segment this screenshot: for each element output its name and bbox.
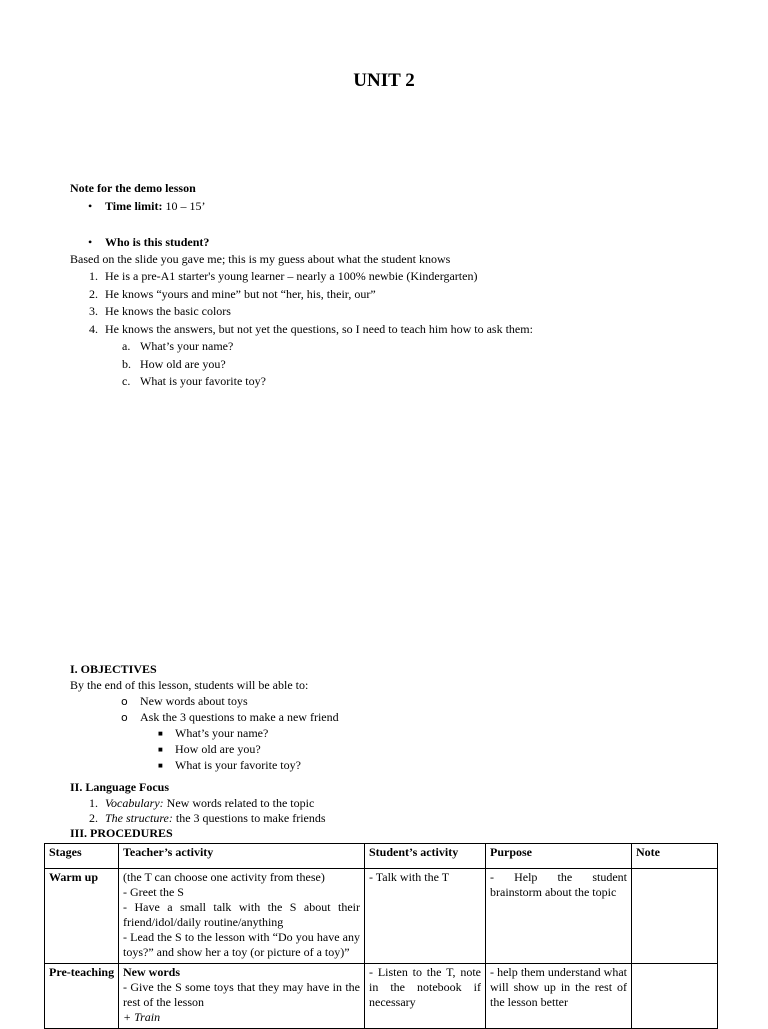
- time-limit-line: [105, 198, 205, 215]
- objective-subitem: What’s your name?: [175, 726, 269, 740]
- teacher-line: - Give the S some toys that they may have in the rest of the lesson: [123, 980, 360, 1009]
- bullet-icon: •: [88, 199, 93, 213]
- list-number: 1.: [89, 269, 98, 283]
- circle-bullet-icon: o: [121, 695, 128, 708]
- student-activity-cell: - Talk with the T: [365, 869, 486, 964]
- question-item: What’s your name?: [140, 339, 234, 353]
- question-item: How old are you?: [140, 357, 226, 371]
- table-row: [45, 869, 718, 964]
- square-bullet-icon: ■: [158, 729, 163, 738]
- list-number: 3.: [89, 304, 98, 318]
- demo-note-heading: Note for the demo lesson: [70, 181, 196, 195]
- time-limit-value: 10 – 15’: [165, 199, 206, 213]
- teacher-item: + Train: [123, 1010, 161, 1024]
- header-stages: Stages: [45, 844, 119, 869]
- language-focus-heading: II. Language Focus: [70, 780, 170, 794]
- guess-item: He knows “yours and mine” but not “her, his, their, our”: [105, 287, 376, 301]
- time-limit-label: Time limit:: [105, 199, 163, 213]
- guess-item: He knows the basic colors: [105, 304, 231, 318]
- list-number: 1.: [89, 796, 98, 810]
- objective-item: New words about toys: [140, 694, 248, 708]
- teacher-line: - Greet the S: [123, 885, 184, 899]
- guess-item: He knows the answers, but not yet the questions, so I need to teach him how to ask them:: [105, 322, 533, 336]
- square-bullet-icon: ■: [158, 745, 163, 754]
- list-number: 2.: [89, 811, 98, 825]
- teacher-line: (the T can choose one activity from these): [123, 870, 325, 884]
- objective-item: Ask the 3 questions to make a new friend: [140, 710, 339, 724]
- item-label: Vocabulary:: [105, 796, 164, 810]
- note-cell: [632, 869, 718, 964]
- guess-intro: Based on the slide you gave me; this is my guess about what the student knows: [70, 252, 451, 266]
- objective-subitem: What is your favorite toy?: [175, 758, 301, 772]
- table-row: [45, 964, 718, 1029]
- objectives-intro: By the end of this lesson, students will be able to:: [70, 678, 309, 692]
- question-item: What is your favorite toy?: [140, 374, 266, 388]
- who-heading: Who is this student?: [105, 235, 210, 249]
- list-letter: c.: [122, 374, 131, 388]
- item-text: the 3 questions to make friends: [175, 811, 326, 825]
- list-number: 4.: [89, 322, 98, 336]
- header-note: Note: [632, 844, 718, 869]
- header-purpose: Purpose: [486, 844, 632, 869]
- student-activity-cell: - Listen to the T, note in the notebook if necessary: [365, 964, 486, 1029]
- teacher-activity-cell: [119, 869, 365, 964]
- teacher-line: - Have a small talk with the S about their friend/idol/daily routine/anything: [123, 900, 360, 929]
- note-cell: [632, 964, 718, 1029]
- bullet-icon: •: [88, 235, 93, 249]
- list-number: 2.: [89, 287, 98, 301]
- circle-bullet-icon: o: [121, 711, 128, 724]
- guess-item: He is a pre-A1 starter's young learner – nearly a 100% newbie (Kindergarten): [105, 269, 478, 283]
- purpose-cell: - help them understand what will show up in the rest of the lesson better: [486, 964, 632, 1029]
- objectives-heading: I. OBJECTIVES: [70, 662, 157, 676]
- table-header-row: [45, 844, 718, 869]
- square-bullet-icon: ■: [158, 761, 163, 770]
- list-letter: b.: [122, 357, 131, 371]
- header-student-activity: Student’s activity: [365, 844, 486, 869]
- list-letter: a.: [122, 339, 131, 353]
- document-title: UNIT 2: [353, 70, 415, 91]
- stage-cell: Pre-teaching: [45, 964, 119, 1029]
- teacher-activity-cell: [119, 964, 365, 1029]
- objective-subitem: How old are you?: [175, 742, 261, 756]
- purpose-cell: - Help the student brainstorm about the topic: [486, 869, 632, 964]
- stage-cell: Warm up: [45, 869, 119, 964]
- header-teacher-activity: Teacher’s activity: [119, 844, 365, 869]
- teacher-line: - Lead the S to the lesson with “Do you have any toys?” and show her a toy (or picture of a toy)”: [123, 930, 360, 959]
- procedures-heading: III. PROCEDURES: [70, 826, 173, 840]
- item-text: New words related to the topic: [166, 796, 315, 810]
- item-label: The structure:: [105, 811, 173, 825]
- procedures-table: [44, 843, 718, 1029]
- teacher-heading: New words: [123, 965, 180, 979]
